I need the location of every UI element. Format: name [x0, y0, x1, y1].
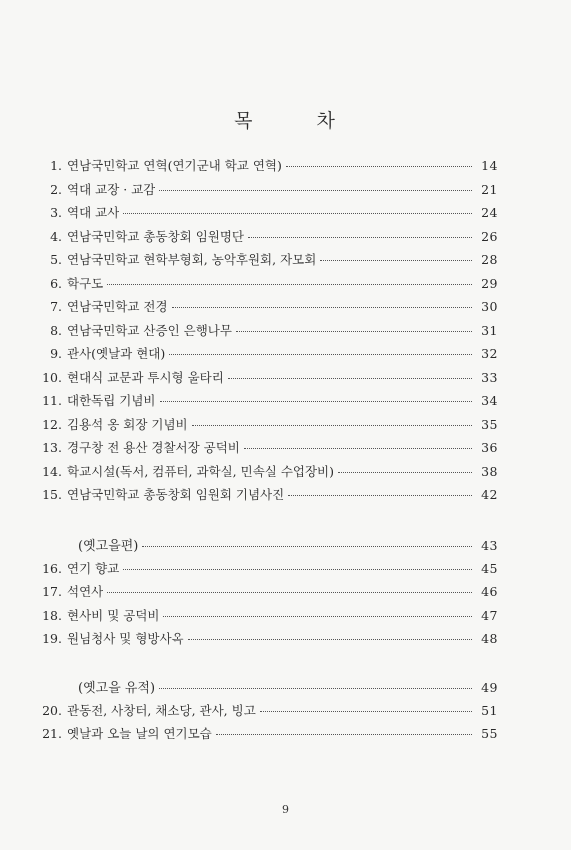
entry-label: 학구도	[67, 275, 104, 291]
dot-leader	[228, 378, 472, 379]
entry-number: 8.	[50, 322, 62, 338]
entry-number: 7.	[50, 299, 62, 314]
entry-page: 29	[481, 275, 498, 291]
dot-leader	[159, 688, 472, 689]
dot-leader	[320, 260, 472, 261]
entry-number: 1.	[50, 158, 62, 173]
entry-label: 연남국민학교 연혁(연기군내 학교 연혁)	[67, 158, 282, 173]
dot-leader	[286, 166, 472, 167]
entry-page: 24	[481, 205, 498, 220]
entry-number: 12.	[42, 416, 62, 432]
dot-leader	[163, 616, 472, 617]
entry-number: 5.	[50, 252, 62, 267]
entry-page: 42	[481, 487, 498, 502]
entry-page: 28	[481, 252, 498, 267]
entry-number: 2.	[50, 181, 62, 197]
entry-page: 32	[481, 346, 498, 361]
entry-page: 51	[481, 702, 498, 718]
section-label: (옛고을편)	[78, 539, 139, 554]
section-heading	[36, 535, 498, 559]
entry-page: 36	[481, 440, 498, 455]
title-char-1: 목	[234, 110, 255, 132]
toc-entry	[36, 485, 498, 509]
entry-label: 연남국민학교 현학부형회, 농악후원회, 자모회	[67, 252, 317, 267]
toc-entry	[36, 701, 498, 725]
entry-number: 17.	[42, 584, 62, 599]
dot-leader	[216, 734, 472, 735]
dot-leader	[248, 237, 472, 238]
entry-label: 현사비 및 공덕비	[67, 607, 160, 623]
entry-label: 옛날과 오늘 날의 연기모습	[67, 726, 212, 741]
toc-entry	[36, 344, 498, 368]
dot-leader	[236, 331, 472, 332]
toc-entry	[36, 582, 498, 606]
entry-label: 현대식 교문과 투시형 울타리	[67, 369, 224, 385]
entry-label: 대한독립 기념비	[67, 393, 156, 408]
dot-leader	[288, 495, 472, 496]
toc-entry	[36, 368, 498, 392]
entry-label: 김용석 옹 회장 기념비	[67, 416, 188, 432]
entry-number: 9.	[50, 346, 62, 361]
entry-label: 연기 향교	[67, 560, 120, 576]
dot-leader	[169, 354, 472, 355]
toc-entry	[36, 227, 498, 251]
entry-page: 48	[481, 631, 498, 646]
entry-number: 20.	[42, 702, 62, 718]
dot-leader	[192, 425, 472, 426]
toc-group-2	[36, 535, 498, 653]
entry-label: 연남국민학교 총동창회 임원회 기념사진	[67, 487, 285, 502]
entry-page: 34	[481, 393, 498, 408]
entry-number: 16.	[42, 560, 62, 576]
entry-number: 14.	[42, 463, 62, 479]
entry-number: 19.	[42, 631, 62, 646]
entry-page: 35	[481, 416, 498, 432]
entry-label: 역대 교장 · 교감	[67, 181, 156, 197]
entry-label: 관동전, 사창터, 채소당, 관사, 빙고	[67, 702, 256, 718]
entry-number: 21.	[42, 726, 62, 741]
title-char-2: 차	[316, 110, 337, 132]
entry-page: 26	[481, 228, 498, 244]
toc-entry	[36, 438, 498, 462]
dot-leader	[244, 448, 472, 449]
toc-entry	[36, 391, 498, 415]
toc-entry	[36, 606, 498, 630]
section-heading	[36, 677, 498, 701]
dot-leader	[123, 213, 472, 214]
dot-leader	[142, 546, 472, 547]
entry-number: 6.	[50, 275, 62, 291]
dot-leader	[107, 284, 472, 285]
toc-entry	[36, 156, 498, 180]
toc-entry	[36, 321, 498, 345]
entry-page: 21	[481, 181, 498, 197]
entry-number: 18.	[42, 607, 62, 623]
entry-label: 석연사	[67, 584, 104, 599]
entry-number: 11.	[42, 393, 62, 408]
toc-entry	[36, 180, 498, 204]
entry-page: 55	[481, 726, 498, 741]
entry-label: 관사(옛날과 현대)	[67, 346, 166, 361]
entry-page: 38	[481, 463, 498, 479]
page-title	[0, 106, 571, 133]
entry-number: 10.	[42, 369, 62, 385]
page-number: 9	[282, 803, 289, 816]
entry-label: 연남국민학교 총동창회 임원명단	[67, 228, 244, 244]
toc-entry	[36, 297, 498, 321]
toc-entry	[36, 250, 498, 274]
entry-page: 14	[481, 158, 498, 173]
dot-leader	[159, 190, 472, 191]
section-page: 43	[481, 538, 498, 553]
toc-entry	[36, 559, 498, 583]
dot-leader	[160, 401, 473, 402]
toc-entry	[36, 415, 498, 439]
entry-page: 47	[481, 607, 498, 623]
entry-label: 원님청사 및 형방사옥	[67, 631, 184, 646]
toc-group-1	[36, 156, 498, 509]
entry-label: 연남국민학교 전경	[67, 299, 168, 314]
entry-page: 31	[481, 322, 498, 338]
entry-page: 45	[481, 560, 498, 576]
dot-leader	[260, 711, 472, 712]
section-label: (옛고을 유적)	[78, 681, 156, 696]
toc-entry	[36, 724, 498, 748]
dot-leader	[188, 639, 472, 640]
toc-group-3	[36, 677, 498, 748]
toc-entry	[36, 462, 498, 486]
toc-entry	[36, 629, 498, 653]
entry-number: 15.	[42, 487, 62, 502]
section-page: 49	[481, 680, 498, 695]
entry-number: 13.	[42, 440, 62, 455]
entry-label: 학교시설(독서, 컴퓨터, 과학실, 민속실 수업장비)	[67, 463, 334, 479]
entry-label: 역대 교사	[67, 205, 120, 220]
entry-label: 연남국민학교 산증인 은행나무	[67, 322, 232, 338]
toc-entry	[36, 203, 498, 227]
dot-leader	[338, 472, 472, 473]
toc-entry	[36, 274, 498, 298]
entry-number: 4.	[50, 228, 62, 244]
dot-leader	[107, 592, 472, 593]
entry-label: 경구창 전 용산 경찰서장 공덕비	[67, 440, 240, 455]
entry-page: 33	[481, 369, 498, 385]
dot-leader	[123, 569, 472, 570]
entry-page: 46	[481, 584, 498, 599]
entry-page: 30	[481, 299, 498, 314]
dot-leader	[172, 307, 472, 308]
entry-number: 3.	[50, 205, 62, 220]
